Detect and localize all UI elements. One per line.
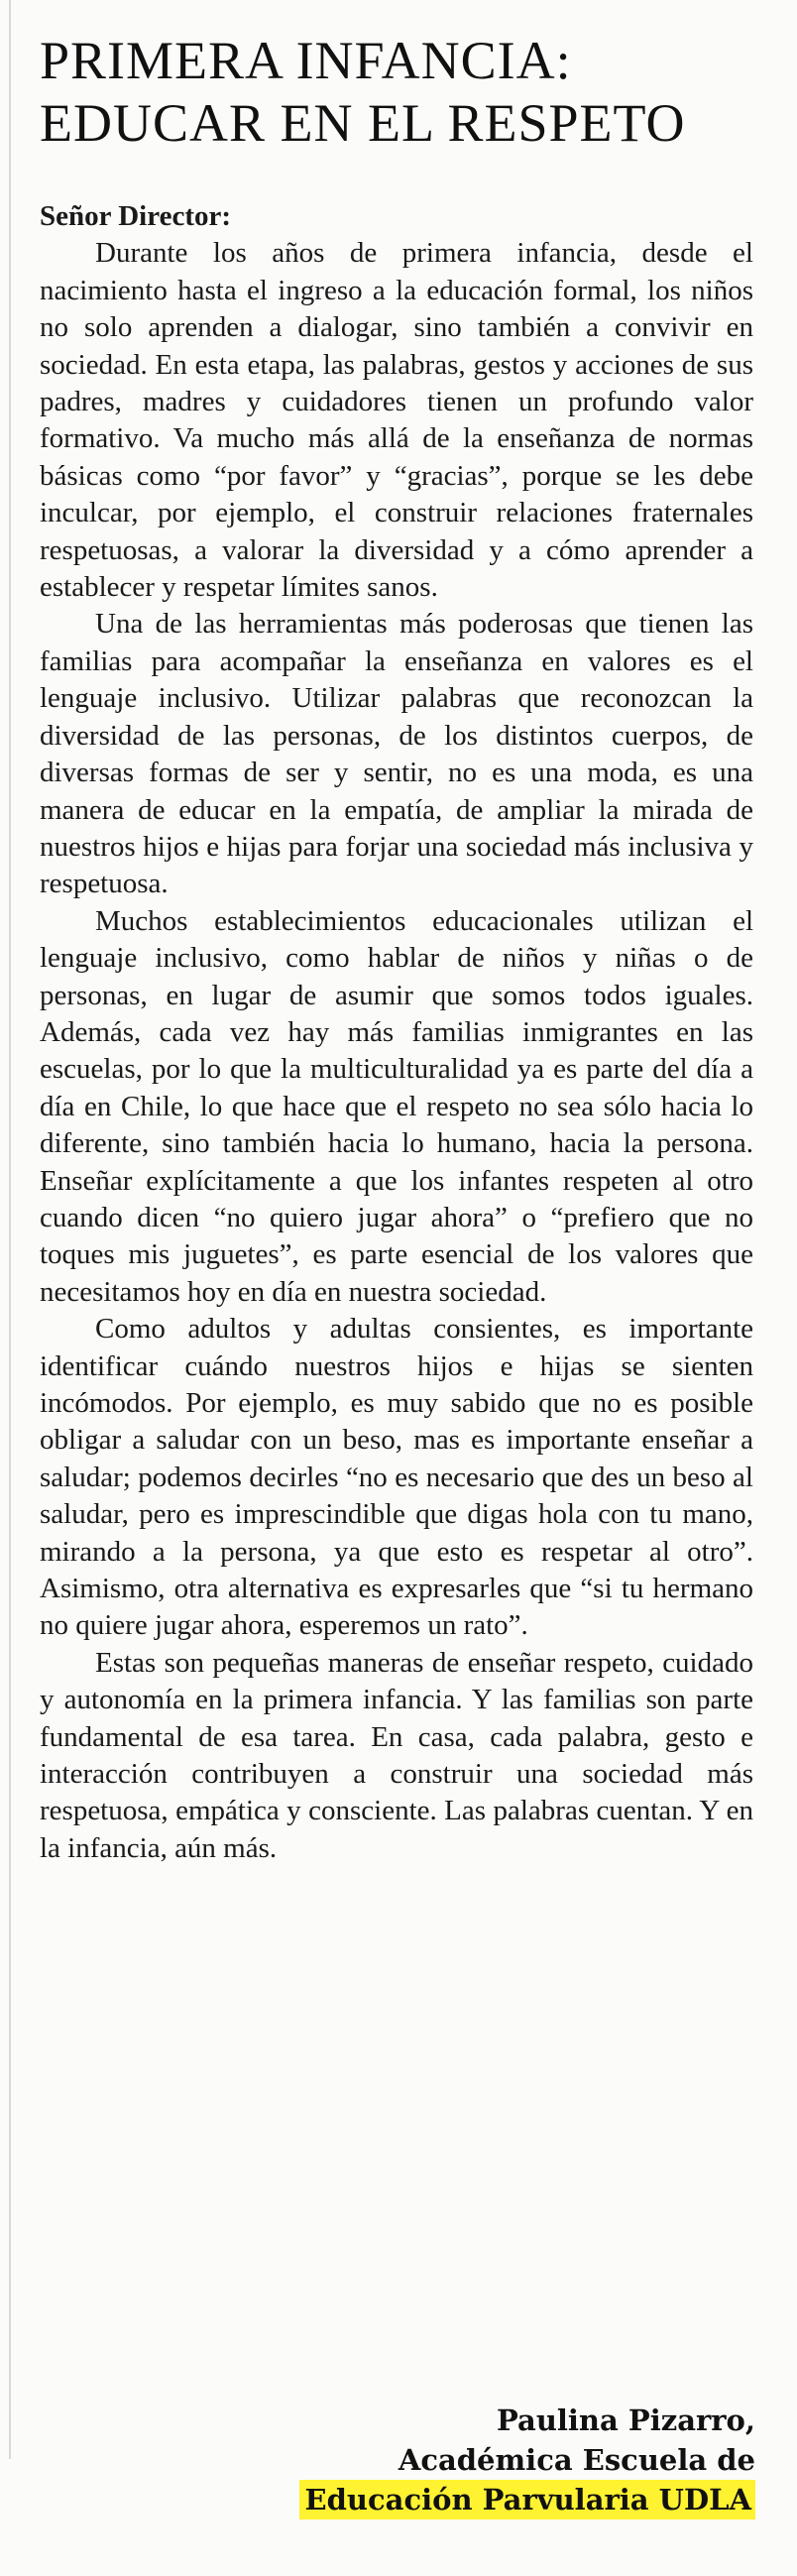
headline (40, 30, 773, 155)
signature (299, 2400, 755, 2519)
letter-body (40, 198, 753, 1867)
author-role: Académica Escuela de (398, 2443, 755, 2477)
paragraph: Una de las herramientas más poderosas que tienen las familias para acompañar la enseñanza en valores es el lenguaje inclusivo. Utilizar palabras que reconozcan la diversidad de las personas, de los distintos cuerpos, de diversas formas de ser y sentir, no es una moda, es una manera de educar en la empatía, de ampliar la mirada de nuestros hijos e hijas para forjar una sociedad más inclusiva y respetuosa. (40, 608, 753, 900)
paragraph: Estas son pequeñas maneras de enseñar respeto, cuidado y autonomía en la primera infancia. Y las familias son parte fundamental de esa tarea. En casa, cada palabra, gesto e interacción contribuyen a construir una sociedad más respetuosa, empática y consciente. Las palabras cuentan. Y en la infancia, aún más. (40, 1646, 753, 1864)
headline-line-1: PRIMERA INFANCIA: (40, 31, 572, 90)
column-rule (9, 0, 11, 2459)
author-institution: Educación Parvularia UDLA (299, 2480, 755, 2519)
paragraph: Como adultos y adultas consientes, es importante identificar cuándo nuestros hijos e hijas se sienten incómodos. Por ejemplo, es muy sabido que no es posible obligar a saludar con un beso, mas es importante enseñar a saludar; podemos decirles “no es necesario que des un beso al saludar, pero es imprescindible que digas hola con tu mano, mirando a la persona, ya que esto es respetar al otro”. Asimismo, otra alternativa es expresarles que “si tu hermano no quiere jugar ahora, esperemos un rato”. (40, 1313, 753, 1642)
salutation: Señor Director: (40, 200, 232, 232)
headline-line-2: EDUCAR EN EL RESPETO (40, 93, 686, 153)
paragraph: Durante los años de primera infancia, desde el nacimiento hasta el ingreso a la educación formal, los niños no solo aprenden a dialogar, sino también a convivir en sociedad. En esta etapa, las palabras, gestos y acciones de sus padres, madres y cuidadores tienen un profundo valor formativo. Va mucho más allá de la enseñanza de normas básicas como “por favor” y “gracias”, porque se les debe inculcar, por ejemplo, el construir relaciones fraternales respetuosas, a valorar la diversidad y a cómo aprender a establecer y respetar límites sanos. (40, 237, 753, 604)
paragraph: Muchos establecimientos educacionales utilizan el lenguaje inclusivo, como hablar de niños y niñas o de personas, en lugar de asumir que somos todos iguales. Además, cada vez hay más familias inmigrantes en las escuelas, por lo que la multiculturalidad ya es parte del día a día en Chile, lo que hace que el respeto no sea sólo hacia lo diferente, sino también hacia lo humano, hacia la persona. Enseñar explícitamente a que los infantes respeten al otro cuando dicen “no quiero jugar ahora” o “prefiero que no toques mis juguetes”, es parte esencial de los valores que necesitamos hoy en día en nuestra sociedad. (40, 904, 753, 1308)
author-name: Paulina Pizarro, (497, 2403, 755, 2437)
